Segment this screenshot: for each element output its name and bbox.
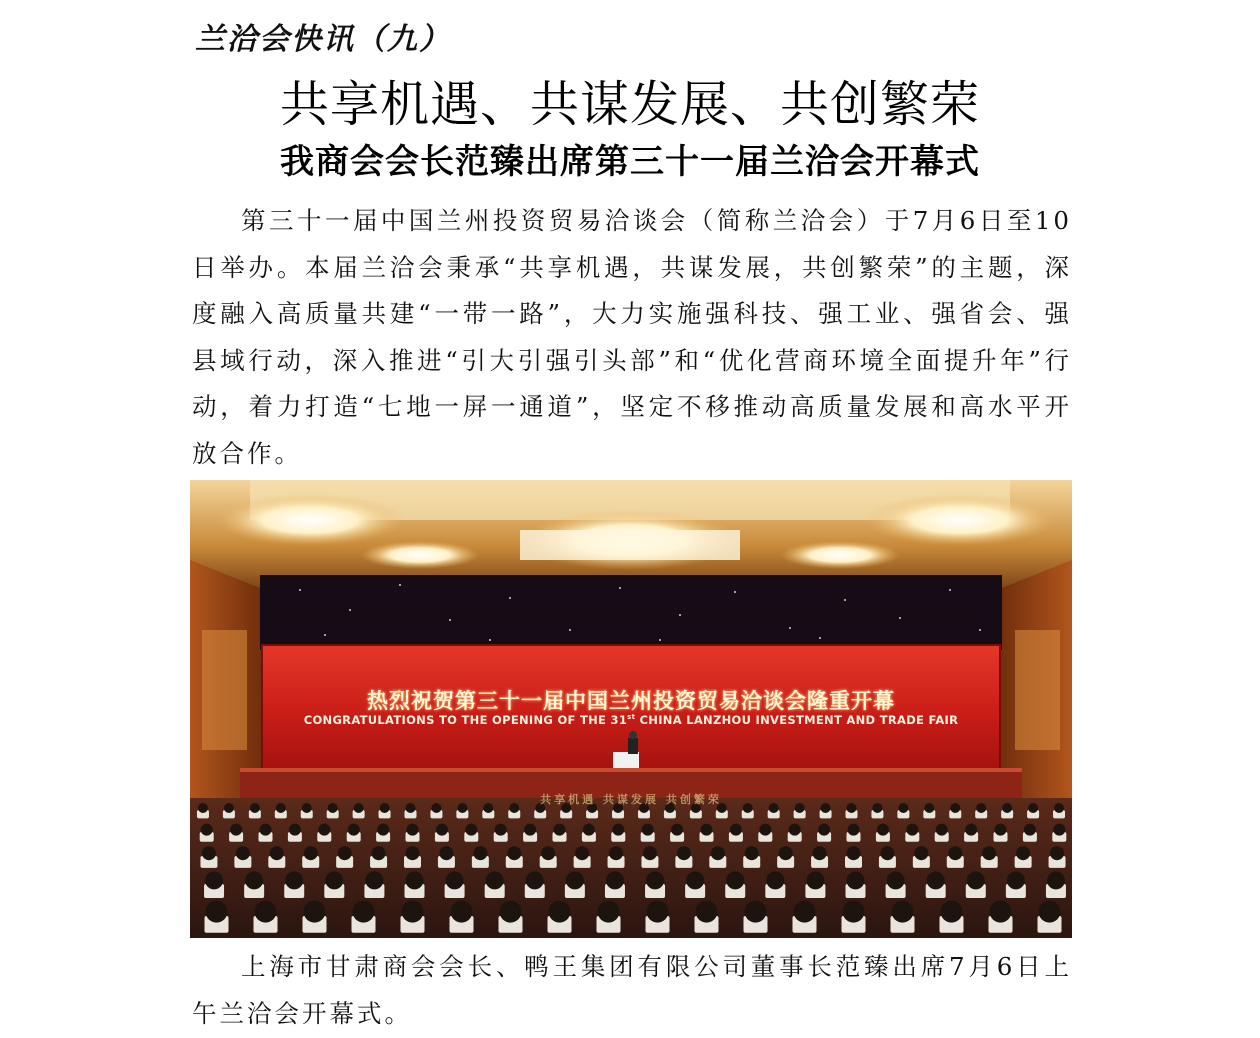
- audience-person: [575, 846, 589, 860]
- audience-person: [686, 871, 704, 889]
- audience-person: [701, 824, 713, 836]
- audience-person: [526, 871, 544, 889]
- audience-person: [201, 824, 213, 836]
- audience-person: [451, 901, 473, 923]
- audience-person: [598, 901, 620, 923]
- intro-paragraph: 第三十一届中国兰州投资贸易洽谈会（简称兰洽会）于7月6日至10日举办。本届兰洽会秉承“共享机遇，共谋发展，共创繁荣”的主题，深度融入高质量共建“一带一路”，大力实施强科技、强工业、强省会、强县域行动，深入推进“引大引强引头部”和“优化营商环境全面提升年”行动，着力打造“七地一屏一通道”，坚定不移推动高质量发展和高水平开放合作。: [192, 206, 1072, 468]
- audience-person: [377, 824, 389, 836]
- audience-person: [906, 824, 918, 836]
- audience-person: [967, 871, 985, 889]
- audience-person: [880, 846, 894, 860]
- headline: 共享机遇、共谋发展、共创繁荣: [279, 76, 980, 133]
- audience-person: [566, 871, 584, 889]
- screen-banner-title: 热烈祝贺第三十一届中国兰州投资贸易洽谈会隆重开幕: [367, 688, 895, 713]
- audience-person: [847, 871, 865, 889]
- audience-person: [936, 824, 948, 836]
- audience-person: [745, 901, 767, 923]
- audience-person: [353, 901, 375, 923]
- audience-person: [759, 824, 771, 836]
- audience-person: [730, 824, 742, 836]
- audience-person: [941, 901, 963, 923]
- audience-person: [365, 871, 383, 889]
- audience-person: [304, 846, 318, 860]
- audience-person: [202, 846, 216, 860]
- audience-person: [348, 824, 360, 836]
- audience-person: [245, 871, 263, 889]
- audience-person: [1050, 846, 1064, 860]
- audience-person: [818, 824, 830, 836]
- screen-subtitle-ordinal: st: [627, 713, 636, 722]
- audience-person: [402, 901, 424, 923]
- audience-person: [806, 871, 824, 889]
- audience-person: [711, 846, 725, 860]
- audience-person: [1047, 871, 1065, 889]
- stage-slogan: 共享机遇 共谋发展 共创繁荣: [540, 793, 722, 806]
- audience-person: [642, 824, 654, 836]
- audience-person: [486, 871, 504, 889]
- audience-person: [990, 901, 1012, 923]
- audience-person: [524, 824, 536, 836]
- audience-person: [892, 901, 914, 923]
- audience-person: [406, 871, 424, 889]
- audience-person: [646, 871, 664, 889]
- audience-person: [965, 824, 977, 836]
- audience-person: [612, 824, 624, 836]
- audience-person: [1024, 824, 1036, 836]
- audience-person: [1007, 871, 1025, 889]
- audience-person: [779, 846, 793, 860]
- audience-person: [554, 824, 566, 836]
- audience-person: [473, 846, 487, 860]
- audience-person: [766, 871, 784, 889]
- audience-person: [255, 901, 277, 923]
- audience-person: [325, 871, 343, 889]
- audience-person: [789, 824, 801, 836]
- audience-person: [671, 824, 683, 836]
- audience-person: [304, 901, 326, 923]
- screen-subtitle-part-2: CHINA LANZHOU INVESTMENT AND TRADE FAIR: [635, 713, 959, 727]
- audience-person: [500, 901, 522, 923]
- audience-person: [495, 824, 507, 836]
- bulletin-kicker: 兰洽会快讯（九）: [195, 22, 451, 57]
- audience-person: [507, 846, 521, 860]
- audience-person: [696, 901, 718, 923]
- audience-person: [583, 824, 595, 836]
- audience-person: [318, 824, 330, 836]
- opening-ceremony-photo: [190, 480, 1072, 938]
- audience-person: [794, 901, 816, 923]
- audience-person: [236, 846, 250, 860]
- audience-person: [887, 871, 905, 889]
- audience-person: [206, 901, 228, 923]
- audience-person: [927, 871, 945, 889]
- screen-subtitle-part-1: CONGRATULATIONS TO THE OPENING OF THE 31: [303, 713, 628, 727]
- audience-person: [643, 846, 657, 860]
- audience-person: [606, 871, 624, 889]
- audience-person: [982, 846, 996, 860]
- subheadline: 我商会会长范臻出席第三十一届兰洽会开幕式: [280, 142, 980, 182]
- audience-person: [338, 846, 352, 860]
- audience-person: [948, 846, 962, 860]
- audience-person: [446, 871, 464, 889]
- audience-person: [1053, 824, 1065, 836]
- audience-person: [847, 846, 861, 860]
- audience-person: [549, 901, 571, 923]
- audience-person: [1039, 901, 1061, 923]
- audience-person: [230, 824, 242, 836]
- audience-person: [726, 871, 744, 889]
- audience-person: [260, 824, 272, 836]
- audience-person: [439, 846, 453, 860]
- audience-person: [289, 824, 301, 836]
- audience-person: [843, 901, 865, 923]
- audience-person: [677, 846, 691, 860]
- audience-person: [1016, 846, 1030, 860]
- audience-person: [914, 846, 928, 860]
- photo-caption: 上海市甘肃商会会长、鸭王集团有限公司董事长范臻出席7月6日上午兰洽会开幕式。: [192, 952, 1072, 1028]
- audience-person: [848, 824, 860, 836]
- audience-person: [813, 846, 827, 860]
- audience-person: [407, 824, 419, 836]
- audience-person: [436, 824, 448, 836]
- audience-person: [270, 846, 284, 860]
- audience-person: [877, 824, 889, 836]
- audience-person: [372, 846, 386, 860]
- audience-person: [285, 871, 303, 889]
- audience-person: [647, 901, 669, 923]
- audience-person: [609, 846, 623, 860]
- audience-person: [541, 846, 555, 860]
- audience-person: [465, 824, 477, 836]
- audience-person: [406, 846, 420, 860]
- audience-person: [995, 824, 1007, 836]
- audience-person: [745, 846, 759, 860]
- audience-person: [205, 871, 223, 889]
- screen-banner-subtitle: [190, 713, 1072, 727]
